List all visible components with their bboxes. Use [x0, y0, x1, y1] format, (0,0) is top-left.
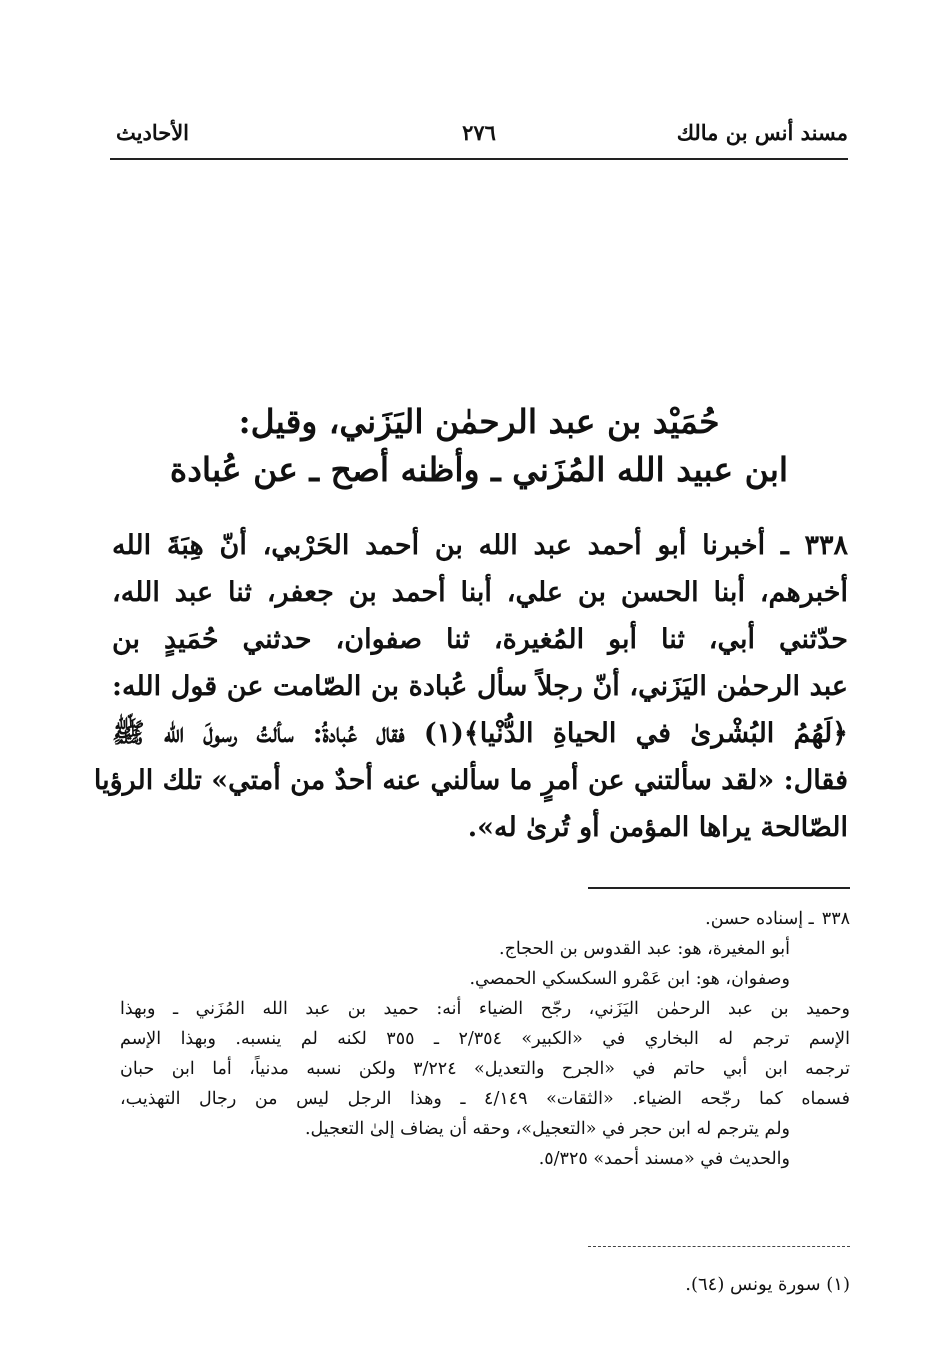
note-line: وصفوان، هو: ابن عَمْرو السكسكي الحمصي. [469, 969, 790, 989]
note-line: فسماه كما رجّحه الضياء. «الثقات» ٤/١٤٩ ـ وهذا الرجل ليس من رجال التهذيب، [120, 1089, 850, 1109]
footnote-separator [588, 1246, 850, 1247]
note-line: ترجمه ابن أبي حاتم في «الجرح والتعديل» ٣/٢٢٤ ولكن نسبه مدنياً، أما ابن حبان [120, 1059, 851, 1079]
chapter-heading-line-1: حُمَيْد بن عبد الرحمٰن اليَزَني، وقيل: [238, 402, 720, 441]
running-header [110, 118, 848, 160]
header-book-title: مسند أنس بن مالك [676, 120, 848, 145]
hadith-line: أخبرهم، أبنا الحسن بن علي، أبنا أحمد بن جعفر، ثنا عبد الله، [112, 577, 848, 608]
footnote: (١) سورة يونس (٦٤). [685, 1274, 850, 1295]
note-heading [120, 904, 850, 934]
note-grading: ـ إسناده حسن. [705, 909, 814, 929]
chapter-heading [110, 398, 848, 494]
notes-separator [588, 887, 850, 889]
hadith-line: الصّالحة يراها المؤمن أو تُرىٰ له». [467, 812, 848, 843]
hadith-line: حدّثني أبي، ثنا أبو المُغيرة، ثنا صفوان، حدثني حُمَيدٍ بن [112, 624, 848, 655]
note-number: ٣٣٨ [821, 909, 850, 929]
hadith-line: عبد الرحمٰن اليَزَني، أنّ رجلاً سأل عُبادة بن الصّامت عن قول الله: [112, 671, 848, 702]
commentary-notes [120, 904, 850, 1174]
note-line: أبو المغيرة، هو: عبد القدوس بن الحجاج. [499, 939, 790, 959]
chapter-heading-line-2: ابن عبيد الله المُزَني ـ وأظنه أصح ـ عن عُبادة [169, 450, 789, 489]
header-page-number: ٢٧٦ [462, 120, 496, 145]
note-line: والحديث في «مسند أحمد» ٥/٣٢٥. [538, 1149, 790, 1169]
header-section-title: الأحاديث [116, 120, 190, 145]
note-line: ولم يترجم له ابن حجر في «التعجيل»، وحقه أن يضاف إلىٰ التعجيل. [304, 1119, 790, 1139]
hadith-line: ٣٣٨ ـ أخبرنا أبو أحمد عبد الله بن أحمد الحَرْبي، أنّ هِبَةَ الله [112, 530, 848, 561]
note-line: الإسم ترجم له البخاري في «الكبير» ٢/٣٥٤ ـ ٣٥٥ لكنه لم ينسبه. وبهذا الإسم [120, 1029, 851, 1049]
note-line: وحميد بن عبد الرحمٰن اليَزَني، رجّح الضياء أنه: حميد بن عبد الله المُزَني ـ وبهذا [120, 999, 850, 1019]
hadith-line: فقال: «لقد سألتني عن أمرٍ ما سألني عنه أحدٌ من أمتي» تلك الرؤيا [93, 765, 848, 796]
hadith-line: ﴿لَهُمُ البُشْرىٰ في الحياةِ الدُّنْيا﴾(١) فقال عُبادةُ: سألتُ رسولَ الله ﷺ [112, 718, 848, 749]
hadith-text [93, 522, 848, 851]
